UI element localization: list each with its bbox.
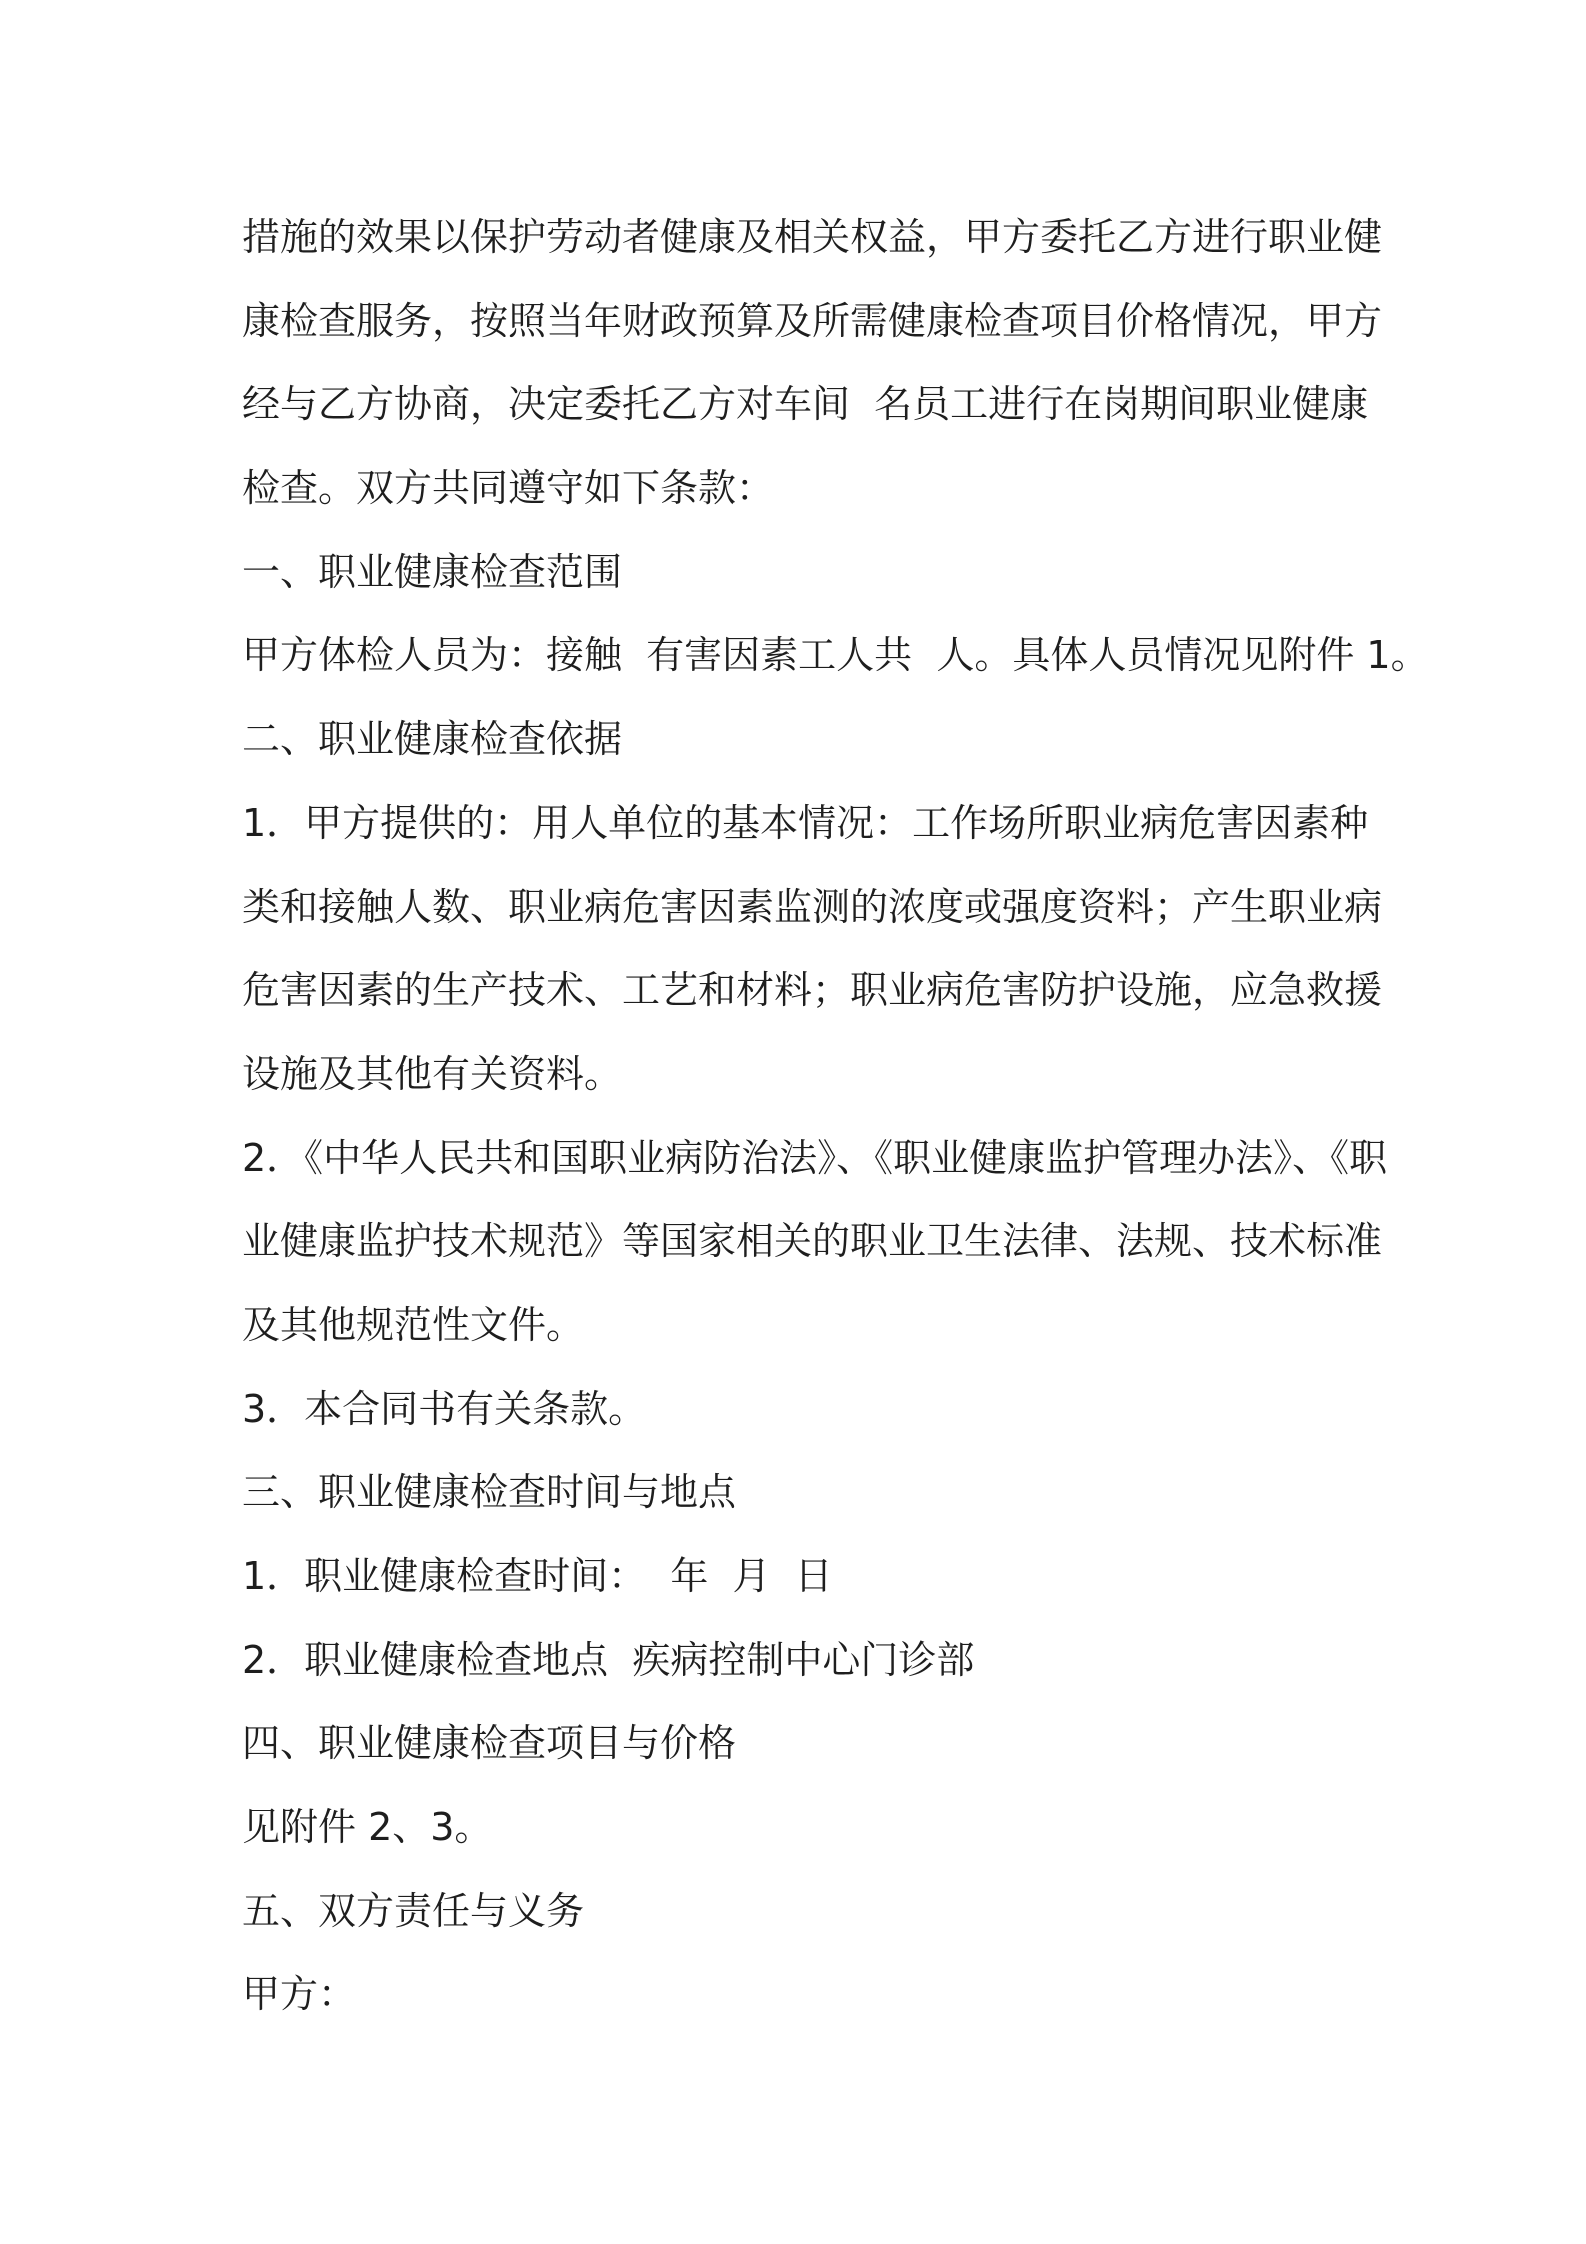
text-line: 甲方：	[242, 1972, 357, 2017]
text-line: 1．甲方提供的：用人单位的基本情况：工作场所职业病危害因素种	[242, 800, 1369, 845]
text-line: 甲方体检人员为：接触 有害因素工人共 人。具体人员情况见附件 1。	[242, 633, 1429, 678]
text-line: 见附件 2、3。	[242, 1805, 493, 1850]
text-line: 措施的效果以保护劳动者健康及相关权益，甲方委托乙方进行职业健	[242, 215, 1383, 259]
section-heading: 二、职业健康检查依据	[242, 717, 623, 762]
text-line: 及其他规范性文件。	[242, 1302, 585, 1347]
document-body	[242, 196, 1429, 2037]
text-line: 业健康监护技术规范》等国家相关的职业卫生法律、法规、技术标准	[242, 1219, 1383, 1264]
section-heading: 三、职业健康检查时间与地点	[242, 1470, 737, 1515]
text-line: 3．本合同书有关条款。	[242, 1386, 647, 1431]
text-line: 1．职业健康检查时间： 年 月 日	[242, 1554, 833, 1598]
text-line: 检查。双方共同遵守如下条款：	[242, 466, 775, 511]
text-line: 危害因素的生产技术、工艺和材料；职业病危害防护设施，应急救援	[242, 968, 1383, 1013]
text-line: 2．职业健康检查地点 疾病控制中心门诊部	[242, 1637, 975, 1682]
text-line: 类和接触人数、职业病危害因素监测的浓度或强度资料；产生职业病	[242, 884, 1383, 929]
text-line: 2．《中华人民共和国职业病防治法》、《职业健康监护管理办法》、《职	[242, 1135, 1388, 1180]
text-line: 设施及其他有关资料。	[242, 1051, 623, 1096]
section-heading: 五、双方责任与义务	[242, 1888, 585, 1933]
text-line: 经与乙方协商，决定委托乙方对车间 名员工进行在岗期间职业健康	[242, 382, 1369, 427]
section-heading: 四、职业健康检查项目与价格	[242, 1721, 737, 1766]
text-line: 康检查服务，按照当年财政预算及所需健康检查项目价格情况，甲方	[242, 298, 1383, 343]
section-heading: 一、职业健康检查范围	[242, 549, 623, 594]
